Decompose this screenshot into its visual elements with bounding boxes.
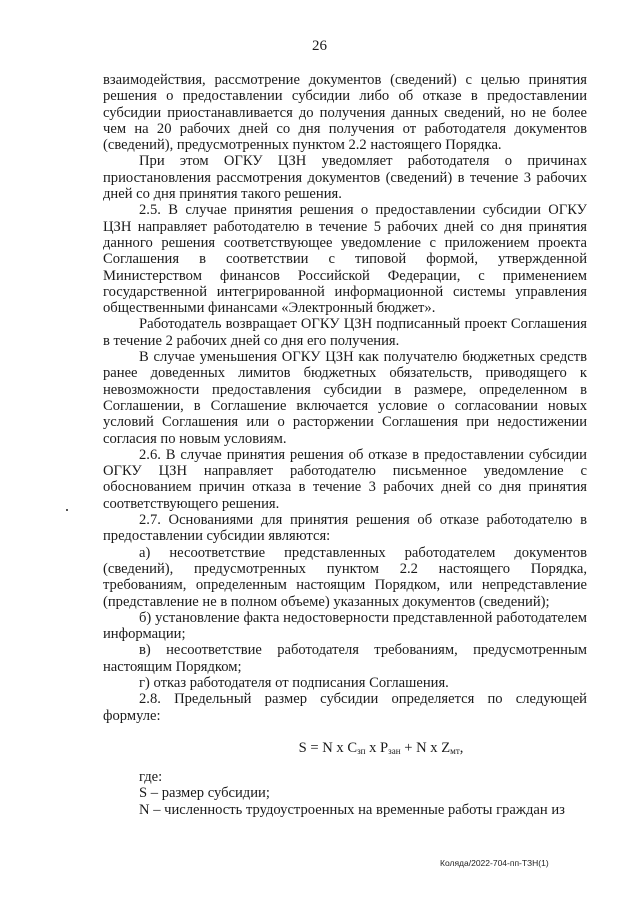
paragraph-notification: При этом ОГКУ ЦЗН уведомляет работодателя о причинах приостановления рассмотрения документов (сведений) в течение 3 рабочих дней со дня принятия такого решения. (103, 153, 587, 203)
paragraph-2-5: 2.5. В случае принятия решения о предоставлении субсидии ОГКУ ЦЗН направляет работодателю в течение 5 рабочих дней со дня принятия данного решения соответствующее уведомление с приложением проекта Соглашения в соответствии с типовой формой, утвержденной Министерством финансов Российской Федерации, с применением государственной интегрированной информационной системы управления общественными финансами «Электронный бюджет». (103, 202, 587, 317)
paragraph-2-7: 2.7. Основаниями для принятия решения об отказе работодателю в предоставлении субсидии являются: (103, 512, 587, 545)
paragraph-2-8: 2.8. Предельный размер субсидии определяется по следующей формуле: (103, 691, 587, 724)
list-item-v: в) несоответствие работодателя требованиям, предусмотренным настоящим Порядком; (103, 642, 587, 675)
definition-s: S – размер субсидии; (139, 785, 270, 802)
paragraph-return-agreement: Работодатель возвращает ОГКУ ЦЗН подписанный проект Соглашения в течение 2 рабочих дней со дня его получения. (103, 316, 587, 349)
where-label: где: (139, 769, 163, 786)
paragraph-limits-reduction: В случае уменьшения ОГКУ ЦЗН как получателю бюджетных средств ранее доведенных лимитов бюджетных обязательств, приводящего к невозможности предоставления субсидии в размере, определенном в Соглашении, в Соглашение включается условие о согласовании новых условий Соглашения или о расторжении Соглашения при недостижении согласия по новым условиям. (103, 349, 587, 447)
list-item-g: г) отказ работодателя от подписания Соглашения. (139, 674, 449, 691)
document-footer-code: Коляда/2022-704-пп-ТЗН(1) (440, 858, 549, 868)
page-number: 26 (312, 38, 327, 54)
list-item-b: б) установление факта недостоверности представленной работодателем информации; (103, 609, 587, 643)
scan-dot (66, 509, 68, 511)
subsidy-formula: S = N x $C_{зп}$ x $P_{зан} + N$ x $Z_{мт}$, (298, 739, 464, 756)
paragraph-continuation: взаимодействия, рассмотрение документов (сведений) с целью принятия решения о предоставлении субсидии либо об отказе в предоставлении субсидии приостанавливается до получения данных сведений, но не более чем на 20 рабочих дней со дня получения от работодателя документов (сведений), предусмотренных пунктом 2.2 настоящего Порядка. (103, 72, 587, 154)
document-body (103, 72, 587, 818)
list-item-a: а) несоответствие представленных работодателем документов (сведений), предусмотренных пунктом 2.2 настоящего Порядка, требованиям, определенным настоящим Порядком, или непредставление (представление не в полном объеме) указанных документов (сведений); (103, 544, 587, 610)
paragraph-2-6: 2.6. В случае принятия решения об отказе в предоставлении субсидии ОГКУ ЦЗН направляет работодателю письменное уведомление с обоснованием причин отказа в течение 3 рабочих дней со дня принятия соответствующего решения. (103, 446, 587, 512)
definition-n: N – численность трудоустроенных на временные работы граждан из (139, 801, 565, 818)
